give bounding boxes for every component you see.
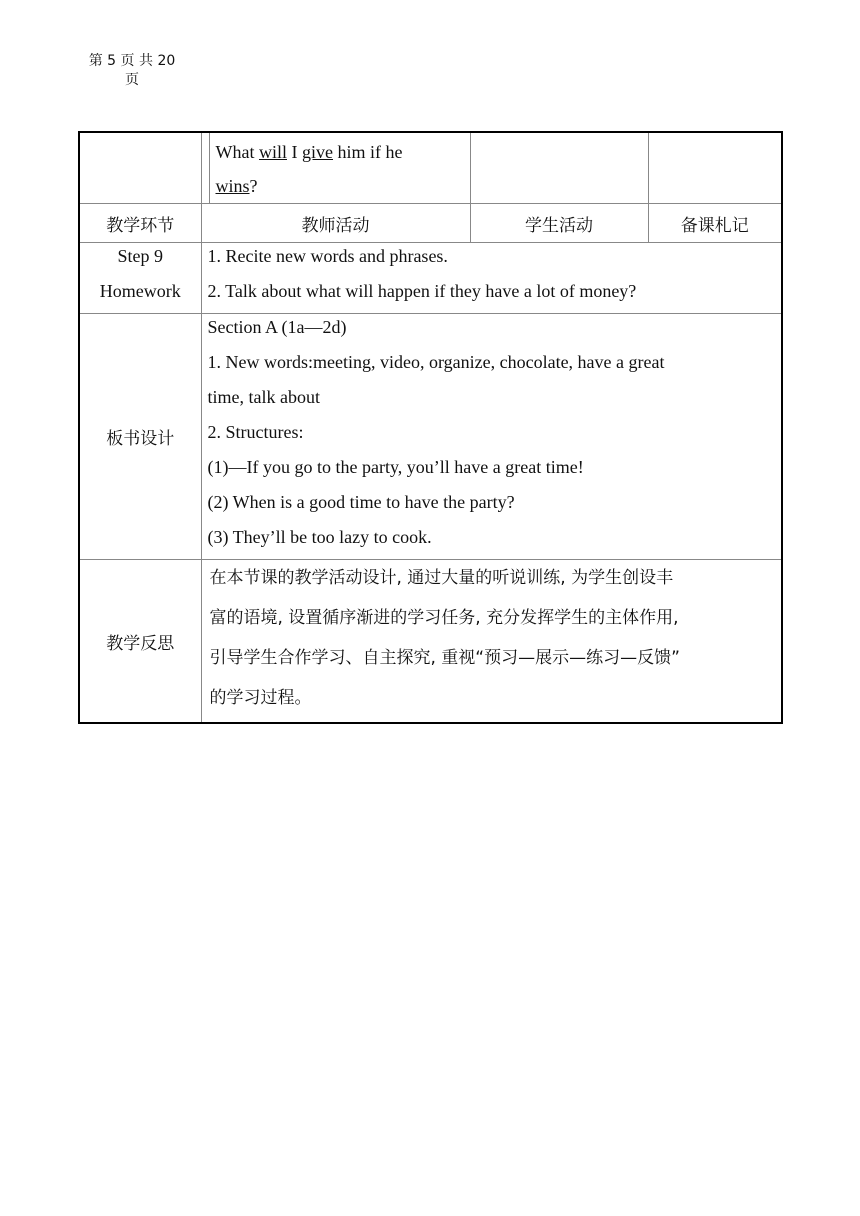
underlined-word-wins: wins bbox=[215, 176, 250, 196]
continued-row bbox=[79, 132, 782, 204]
board-content-cell bbox=[201, 314, 782, 560]
step9-label-cell bbox=[79, 243, 201, 314]
step9-label-line2: Homework bbox=[99, 281, 181, 301]
board-row bbox=[79, 314, 782, 560]
reflection-label: 教学反思 bbox=[79, 560, 201, 724]
continued-line-1 bbox=[216, 135, 464, 169]
header-student: 学生活动 bbox=[470, 204, 648, 243]
header-teacher: 教师活动 bbox=[201, 204, 470, 243]
underlined-word-will: will bbox=[258, 142, 287, 162]
board-line-1: Section A (1a—2d) bbox=[207, 317, 347, 337]
text-fragment: ? bbox=[249, 176, 258, 196]
continued-student-cell bbox=[470, 132, 648, 204]
step9-line-2: 2. Talk about what will happen if they have a lot of money? bbox=[207, 281, 637, 301]
step9-line-1: 1. Recite new words and phrases. bbox=[207, 246, 448, 266]
board-label: 板书设计 bbox=[79, 314, 201, 560]
page-number-line2: 页 bbox=[125, 72, 139, 88]
board-line-4: 2. Structures: bbox=[207, 422, 304, 442]
page-number-label bbox=[86, 52, 178, 90]
header-notes: 备课札记 bbox=[648, 204, 782, 243]
board-line-6: (2) When is a good time to have the party? bbox=[207, 492, 515, 512]
board-line-2: 1. New words:meeting, video, organize, chocolate, have a great bbox=[207, 352, 665, 372]
reflection-line-2: 富的语境, 设置循序渐进的学习任务, 充分发挥学生的主体作用, bbox=[209, 608, 679, 628]
continued-notes-cell bbox=[648, 132, 782, 204]
continued-line-2 bbox=[216, 169, 464, 203]
continued-spacer-cell bbox=[201, 132, 209, 204]
text-fragment: I bbox=[287, 142, 302, 162]
board-line-5: (1)—If you go to the party, you’ll have a great time! bbox=[207, 457, 584, 477]
continued-teacher-cell bbox=[209, 132, 470, 204]
reflection-line-1: 在本节课的教学活动设计, 通过大量的听说训练, 为学生创设丰 bbox=[209, 568, 674, 588]
step9-row bbox=[79, 243, 782, 314]
header-row bbox=[79, 204, 782, 243]
reflection-content-cell bbox=[201, 560, 782, 724]
board-line-7: (3) They’ll be too lazy to cook. bbox=[207, 527, 432, 547]
text-fragment: What bbox=[215, 142, 259, 162]
board-line-3: time, talk about bbox=[207, 387, 320, 407]
underlined-word-give: give bbox=[302, 142, 333, 162]
page-number-line1: 第 5 页 共 20 bbox=[88, 53, 176, 69]
header-step: 教学环节 bbox=[79, 204, 201, 243]
step9-content-cell bbox=[201, 243, 782, 314]
reflection-line-4: 的学习过程。 bbox=[209, 688, 312, 708]
continued-step-cell bbox=[79, 132, 201, 204]
text-fragment: him if he bbox=[333, 142, 403, 162]
reflection-row bbox=[79, 560, 782, 724]
reflection-line-3: 引导学生合作学习、自主探究, 重视“预习—展示—练习—反馈” bbox=[209, 648, 680, 668]
step9-label-line1: Step 9 bbox=[117, 246, 163, 266]
lesson-plan-table bbox=[78, 131, 783, 724]
